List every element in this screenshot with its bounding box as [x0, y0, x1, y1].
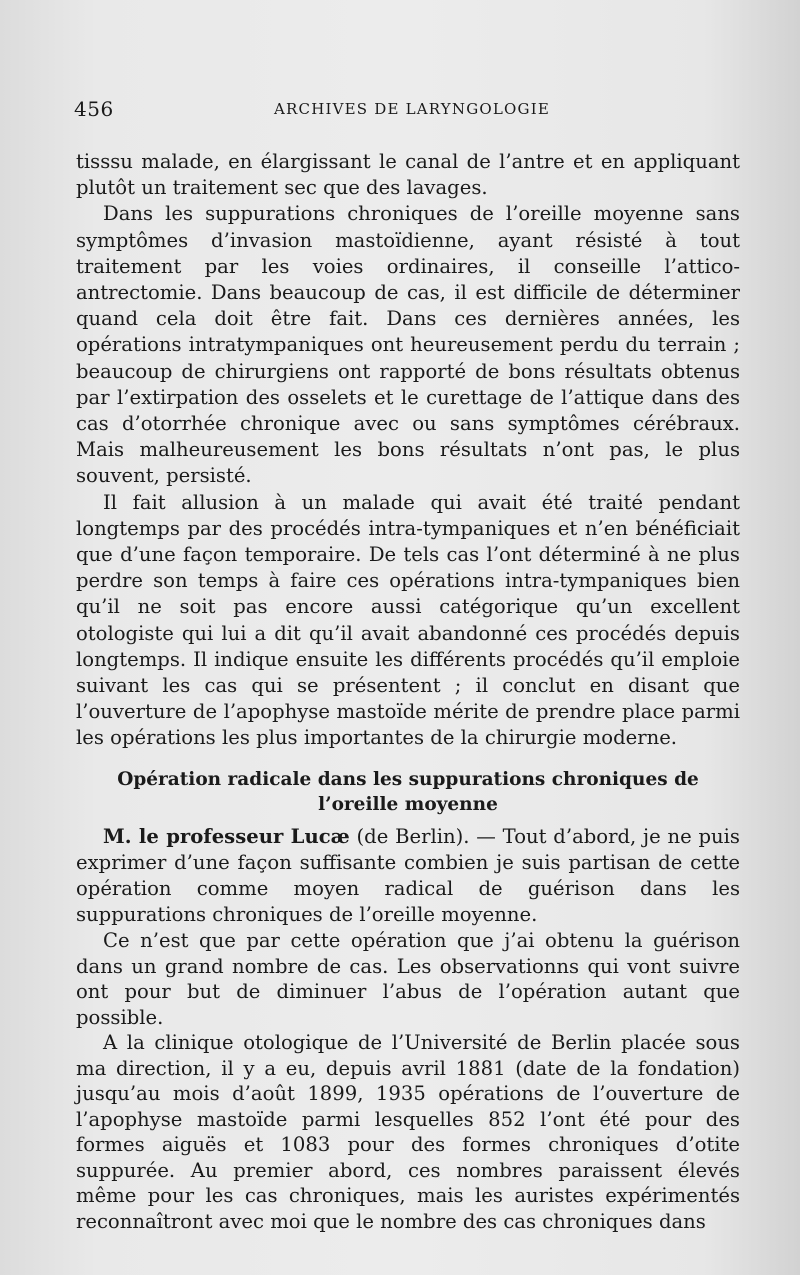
running-title: ARCHIVES DE LARYNGOLOGIE — [273, 100, 551, 118]
section-title: Opération radicale dans les suppurations chroniques de l’oreille moyenne — [117, 768, 699, 815]
page-number: 456 — [74, 97, 114, 121]
paragraph-clinique: A la clinique otologique de l’Université de Berlin placée sous ma direction, il y a eu, depuis avril 1881 (date de la fondation) jusqu’au mois d’août 1899, 1935 opérations de l’ouverture de l’apophyse mastoïde parmi lesquelles 852 l’ont été pour des formes aiguës et 1083 pour des formes chroniques d’otite suppurée. Au premier abord, ces nombres paraissent élevés même pour les cas chroniques, mais les auristes expérimentés reconnaîtront avec moi que le nombre des cas chroniques dans — [76, 1031, 740, 1233]
paragraph-attico-antrectomie: Dans les suppurations chroniques de l’oreille moyenne sans symptômes d’invasion mastoïdienne, ayant résisté à tout traitement par les voies ordinaires, il conseille l’attico-antrectomie. Dans beaucoup de cas, il est difficile de déterminer quand cela doit être fait. Dans ces dernières années, les opérations intratympaniques ont heureusement perdu du terrain ; beaucoup de chirurgiens ont rapporté de bons résultats obtenus par l’extirpation des osselets et le curettage de l’attique dans des cas d’otorrhée chronique avec ou sans symptômes cérébraux. Mais malheureusement les bons résultats n’ont pas, le plus souvent, persisté. — [76, 202, 740, 488]
speaker-text: (de Berlin). — Tout d’abord, je ne puis exprimer d’une façon suffisante combien je suis partisan de cette opération comme moyen radical de guérison dans les suppurations chroniques de l’oreille moyenne. — [76, 824, 740, 927]
paragraph-observations: Ce n’est que par cette opération que j’ai obtenu la guérison dans un grand nombre de cas. Les observationns qui vont suivre ont pour but de diminuer l’abus de l’opération autant que possible. — [76, 929, 740, 1029]
body-text — [76, 149, 740, 1234]
paragraph-intra-tympaniques: Il fait allusion à un malade qui avait été traité pendant longtemps par des procédés intra-tympaniques et n’en bénéficiait que d’une façon temporaire. De tels cas l’ont déterminé à ne plus perdre son temps à faire ces opérations intra-tympaniques bien qu’il ne soit pas encore aussi catégorique qu’un excellent otologiste qui lui a dit qu’il avait abandonné ces procédés depuis longtemps. Il indique ensuite les différents procédés qu’il emploie suivant les cas qui se présentent ; il conclut en disant que l’ouverture de l’apophyse mastoïde mérite de prendre place parmi les opérations les plus importantes de la chirurgie moderne. — [76, 490, 740, 750]
paragraph-lucae — [76, 824, 740, 929]
speaker-name: M. le professeur Lucæ — [103, 824, 350, 848]
paragraph-continuation: tisssu malade, en élargissant le canal de l’antre et en appliquant plutôt un traitement sec que des lavages. — [76, 150, 740, 200]
page-header — [74, 97, 750, 123]
